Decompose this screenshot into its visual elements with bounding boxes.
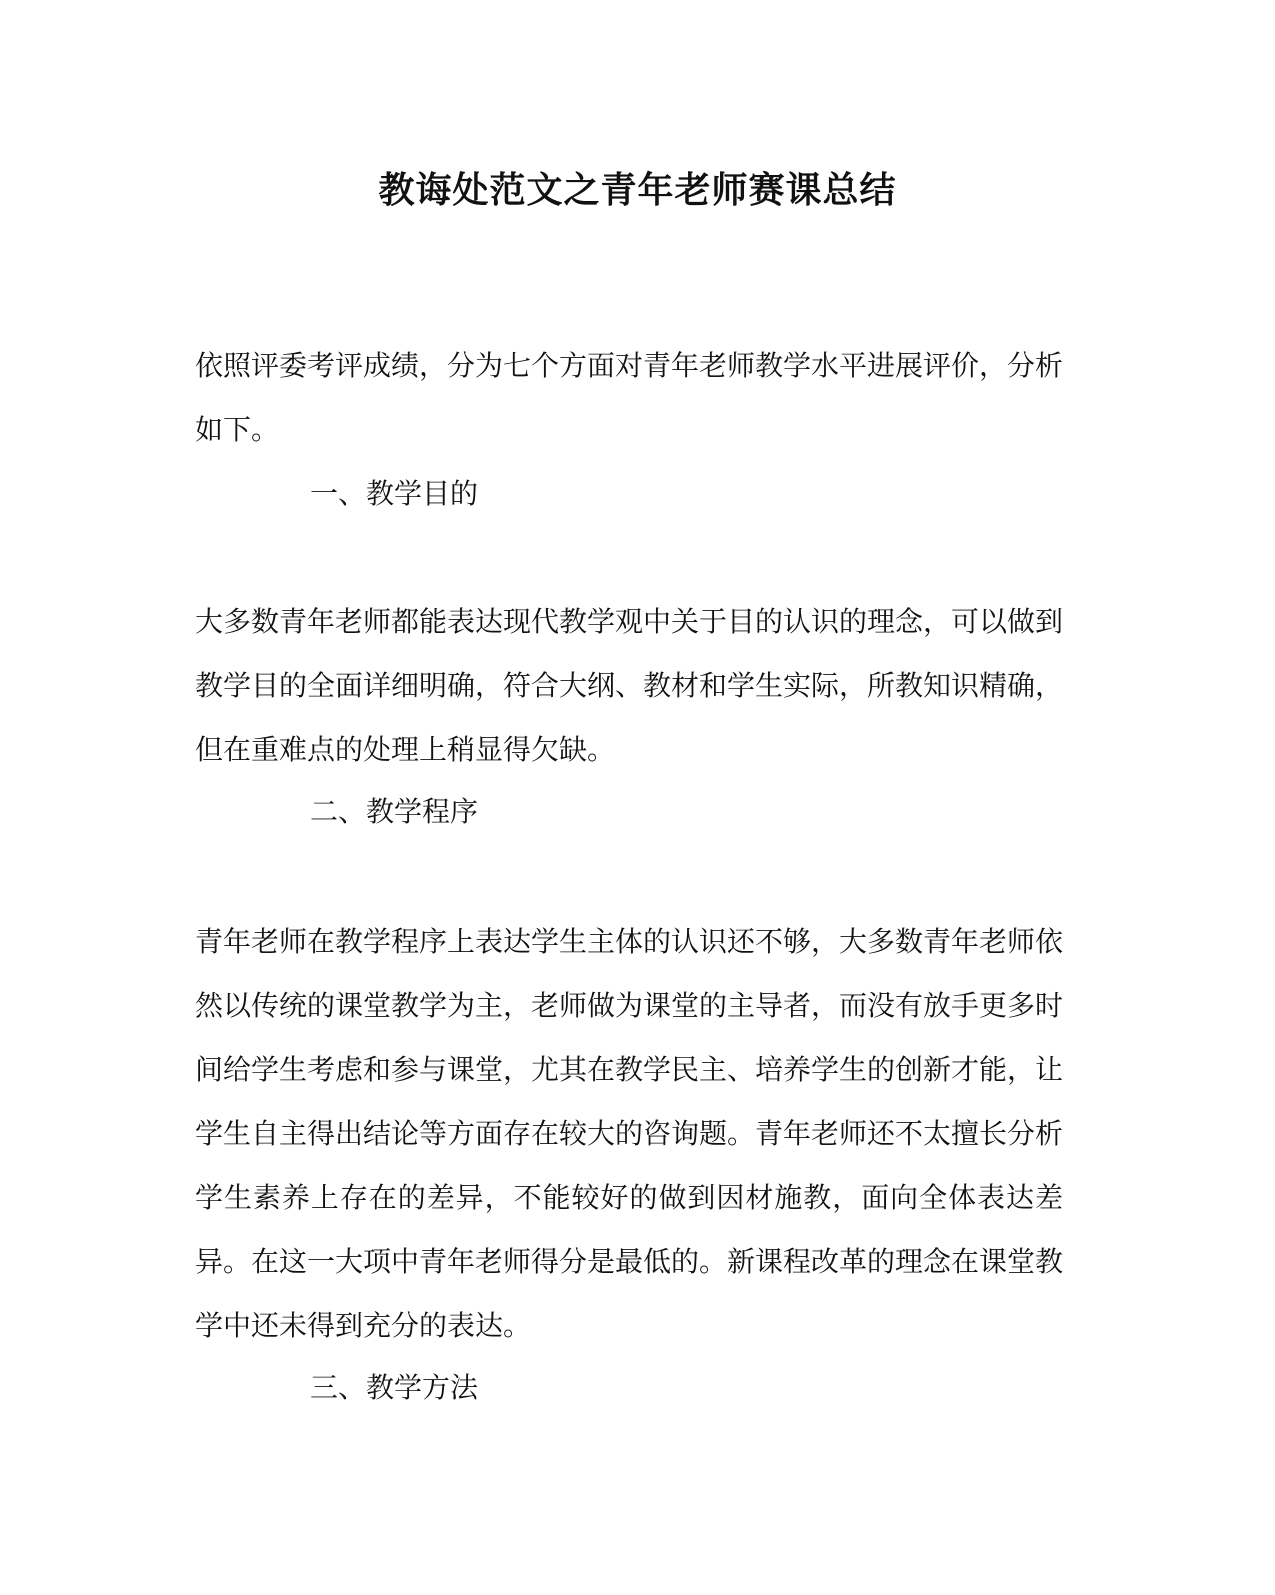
section-heading-3: 三、教学方法	[310, 1371, 479, 1404]
section-heading-1: 一、教学目的	[310, 477, 479, 510]
section-heading-2: 二、教学程序	[310, 795, 479, 828]
section-body-1: 大多数青年老师都能表达现代教学观中关于目的认识的理念，可以做到教学目的全面详细明确，符合大纲、教材和学生实际，所教知识精确，但在重难点的处理上稍显得欠缺。	[195, 605, 1064, 766]
document-title: 教诲处范文之青年老师赛课总结	[378, 169, 897, 211]
section-body-2: 青年老师在教学程序上表达学生主体的认识还不够，大多数青年老师依然以传统的课堂教学为主，老师做为课堂的主导者，而没有放手更多时间给学生考虑和参与课堂，尤其在教学民主、培养学生的创新才能，让学生自主得出结论等方面存在较大的咨询题。青年老师还不太擅长分析学生素养上存在的差异，不能较好的做到因材施教，面向全体表达差异。在这一大项中青年老师得分是最低的。新课程改革的理念在课堂教学中还未得到充分的表达。	[195, 925, 1064, 1342]
intro-paragraph: 依照评委考评成绩，分为七个方面对青年老师教学水平进展评价，分析如下。	[195, 349, 1064, 446]
